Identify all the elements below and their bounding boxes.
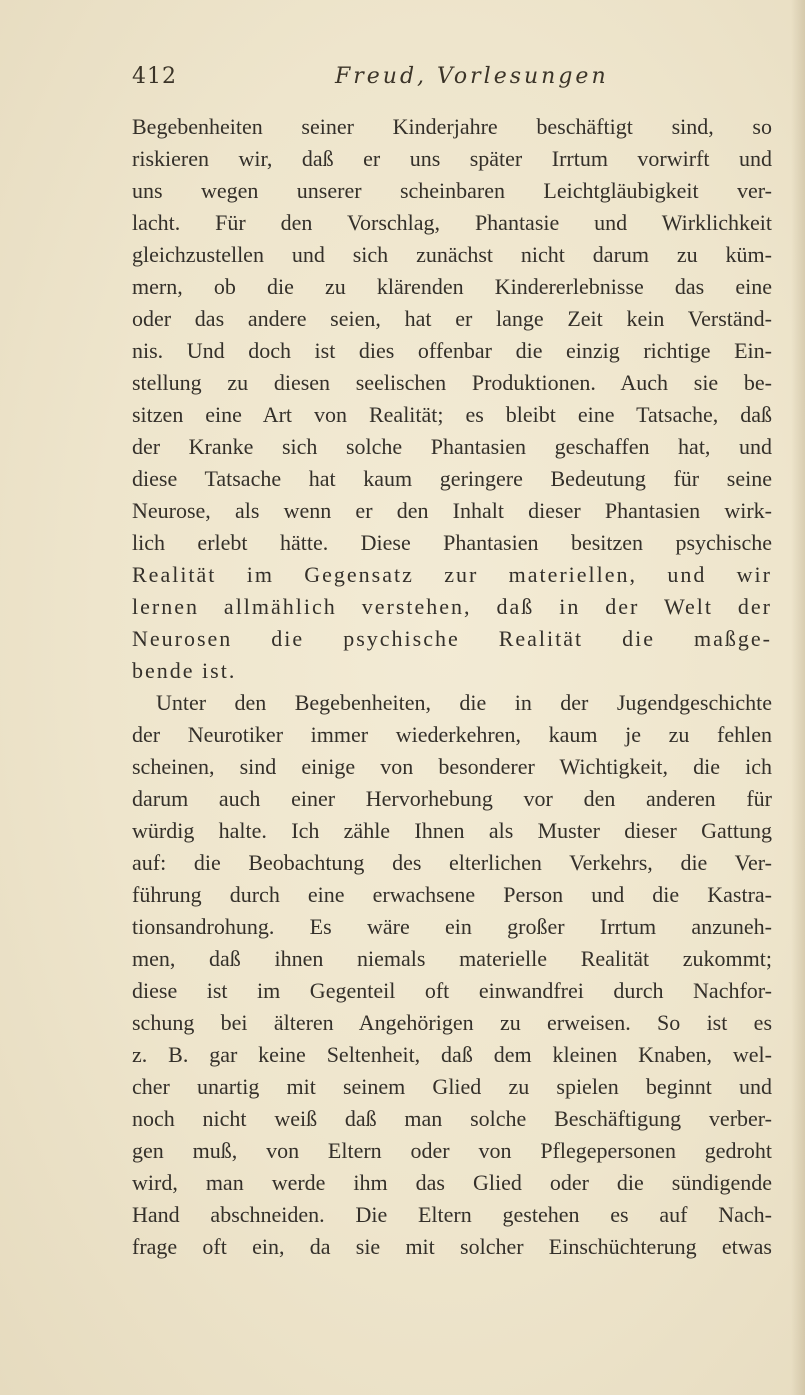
- page-header: [132, 64, 772, 98]
- text-line: oder das andere seien, hat er lange Zeit kein Verständ-: [132, 306, 772, 331]
- body-text: [132, 111, 772, 1263]
- text-line: tionsandrohung. Es wäre ein großer Irrtum anzuneh-: [132, 914, 772, 939]
- text-line: führung durch eine erwachsene Person und die Kastra-: [132, 882, 772, 907]
- text-line: gen muß, von Eltern oder von Pflegepersonen gedroht: [132, 1138, 772, 1163]
- text-line: lernen allmählich verstehen, daß in der Welt der: [132, 594, 772, 619]
- text-line: der Kranke sich solche Phantasien geschaffen hat, und: [132, 434, 772, 459]
- text-line: lacht. Für den Vorschlag, Phantasie und Wirklichkeit: [132, 210, 772, 235]
- text-line: wird, man werde ihm das Glied oder die sündigende: [132, 1170, 772, 1195]
- text-line: lich erlebt hätte. Diese Phantasien besitzen psychische: [132, 530, 772, 555]
- text-line: gleichzustellen und sich zunächst nicht darum zu küm-: [132, 242, 772, 267]
- text-line: schung bei älteren Angehörigen zu erweisen. So ist es: [132, 1010, 772, 1035]
- text-line: z. B. gar keine Seltenheit, daß dem kleinen Knaben, wel-: [132, 1042, 772, 1067]
- text-line: riskieren wir, daß er uns später Irrtum vorwirft und: [132, 146, 772, 171]
- text-line: auf: die Beobachtung des elterlichen Verkehrs, die Ver-: [132, 850, 772, 875]
- text-line: Realität im Gegensatz zur materiellen, und wir: [132, 562, 772, 587]
- text-line: scheinen, sind einige von besonderer Wichtigkeit, die ich: [132, 754, 772, 779]
- text-line: sitzen eine Art von Realität; es bleibt eine Tatsache, daß: [132, 402, 772, 427]
- running-title: Freud, Vorlesungen: [335, 64, 609, 89]
- text-line: nis. Und doch ist dies offenbar die einzig richtige Ein-: [132, 338, 772, 363]
- text-line: darum auch einer Hervorhebung vor den anderen für: [132, 786, 772, 811]
- text-line: diese ist im Gegenteil oft einwandfrei durch Nachfor-: [132, 978, 772, 1003]
- text-line: würdig halte. Ich zähle Ihnen als Muster dieser Gattung: [132, 818, 772, 843]
- text-line: Neurosen die psychische Realität die maßge-: [132, 626, 772, 651]
- text-line: cher unartig mit seinem Glied zu spielen beginnt und: [132, 1074, 772, 1099]
- text-line: frage oft ein, da sie mit solcher Einschüchterung etwas: [132, 1234, 772, 1259]
- text-line: uns wegen unserer scheinbaren Leichtgläubigkeit ver-: [132, 178, 772, 203]
- text-line: Hand abschneiden. Die Eltern gestehen es auf Nach-: [132, 1202, 772, 1227]
- text-line: diese Tatsache hat kaum geringere Bedeutung für seine: [132, 466, 772, 491]
- text-line: der Neurotiker immer wiederkehren, kaum je zu fehlen: [132, 722, 772, 747]
- text-line: Neurose, als wenn er den Inhalt dieser Phantasien wirk-: [132, 498, 772, 523]
- text-line: men, daß ihnen niemals materielle Realität zukommt;: [132, 946, 772, 971]
- text-line: Unter den Begebenheiten, die in der Jugendgeschichte: [156, 690, 772, 715]
- text-line: bende ist.: [132, 658, 237, 683]
- text-line: mern, ob die zu klärenden Kindererlebnisse das eine: [132, 274, 772, 299]
- paragraph-2: [132, 687, 772, 1263]
- text-line: noch nicht weiß daß man solche Beschäftigung verber-: [132, 1106, 772, 1131]
- page-number: 412: [132, 64, 177, 89]
- page-edge-shadow: [791, 0, 805, 1395]
- text-line: Begebenheiten seiner Kinderjahre beschäftigt sind, so: [132, 114, 772, 139]
- paragraph-1: [132, 111, 772, 687]
- text-line: stellung zu diesen seelischen Produktionen. Auch sie be-: [132, 370, 772, 395]
